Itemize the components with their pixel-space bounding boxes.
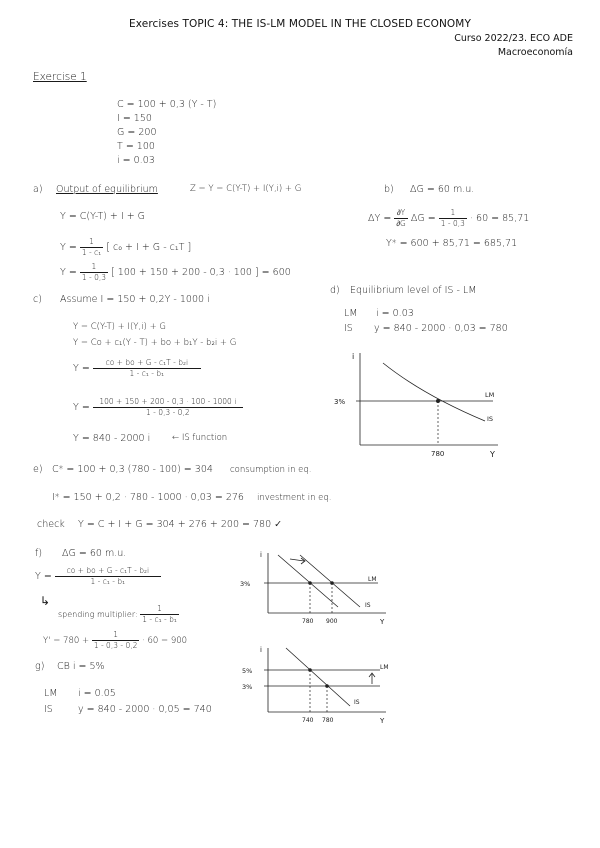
part-g-is-eq: y = 840 - 2000 · 0,05 = 740 bbox=[78, 704, 212, 715]
part-a-title: Output of equilibrium bbox=[56, 184, 158, 195]
f-x-axis-label: Y bbox=[380, 618, 385, 626]
part-d-label: d) bbox=[330, 285, 340, 296]
g-lm-label: LM bbox=[380, 664, 389, 671]
g-x-axis-label: Y bbox=[380, 717, 385, 725]
part-f-is-lm-graph bbox=[238, 547, 398, 629]
g-y-axis-label: i bbox=[260, 646, 262, 654]
given-consumption: C = 100 + 0,3 (Y - T) bbox=[117, 99, 217, 110]
part-e-note1: consumption in eq. bbox=[230, 465, 312, 475]
g-rate-tick-hi: 5% bbox=[242, 667, 253, 675]
part-c-eq5: Y = 840 - 2000 i bbox=[73, 433, 151, 444]
part-e-check-eq: Y = C + I + G = 304 + 276 + 200 = 780 ✓ bbox=[78, 519, 283, 530]
f-rate-tick: 3% bbox=[240, 580, 251, 588]
subject-label: Macroeconomía bbox=[497, 47, 573, 58]
arrow-icon: ↳ bbox=[40, 594, 51, 608]
g-tick-780: 780 bbox=[322, 717, 334, 724]
part-b-title: ΔG = 60 m.u. bbox=[410, 184, 475, 195]
f-tick-780: 780 bbox=[302, 618, 314, 625]
part-b-eq1: ΔY = $\frac{\partial Y}{\partial G}$ ΔG = $\frac{1}{1 - 0,3}$ · 60 = 85,71 bbox=[368, 208, 530, 228]
part-g-is-label: IS bbox=[44, 704, 53, 715]
part-g-title: CB i = 5% bbox=[57, 661, 105, 672]
part-d-lm-label: LM bbox=[344, 308, 358, 319]
part-f-eq2: Y' = 780 + $\frac{1}{1 - 0,3 - 0,2}$ · 60 = 900 bbox=[43, 630, 188, 650]
d-lm-label: LM bbox=[485, 391, 495, 399]
f-is-curve bbox=[278, 555, 338, 607]
part-e-check-label: check bbox=[37, 519, 65, 530]
part-b-eq2: Y* = 600 + 85,71 = 685,71 bbox=[386, 238, 518, 249]
given-interest: i = 0.03 bbox=[117, 155, 155, 166]
part-a-label: a) bbox=[33, 184, 43, 195]
f-lm-label: LM bbox=[368, 576, 377, 583]
g-is-curve bbox=[286, 648, 350, 706]
d-y-axis-label: i bbox=[352, 352, 355, 361]
part-d-is-eq: y = 840 - 2000 · 0,03 = 780 bbox=[374, 323, 508, 334]
part-b-label: b) bbox=[384, 184, 394, 195]
part-c-eq2: Y = Co + c₁(Y - T) + bo + b₁Y - b₂i + G bbox=[73, 338, 237, 348]
part-d-lm-eq: i = 0.03 bbox=[376, 308, 414, 319]
part-g-lm-eq: i = 0.05 bbox=[78, 688, 116, 699]
d-is-label: IS bbox=[487, 415, 494, 423]
document-title: Exercises TOPIC 4: THE IS-LM MODEL IN THE CLOSED ECONOMY bbox=[129, 18, 471, 30]
f-is-shifted-curve bbox=[300, 555, 360, 607]
d-is-curve bbox=[383, 363, 485, 421]
part-c-eq4: Y = $\frac{100 + 150 + 200 - 0,3 \cdot 100 - 1000 i}{1 - 0,3 - 0,2}$ bbox=[73, 397, 243, 418]
part-f-eq1: Y = $\frac{\text{co + bo + G - c₁T - b₂i}}{\text{1 - c₁ - b₁}}$ bbox=[35, 566, 161, 587]
part-c-eq1: Y = C(Y-T) + I(Y,i) + G bbox=[73, 322, 166, 332]
f-tick-900: 900 bbox=[326, 618, 338, 625]
part-g-is-lm-graph bbox=[238, 642, 398, 728]
part-c-is-note: ← IS function bbox=[172, 433, 228, 443]
part-f-multiplier: spending multiplier: $\frac{1}{\text{1 - c₁ - b₁}}$ bbox=[58, 604, 177, 624]
d-rate-tick: 3% bbox=[334, 398, 346, 406]
part-c-label: c) bbox=[33, 294, 42, 305]
part-d-is-label: IS bbox=[344, 323, 353, 334]
g-rate-tick-lo: 3% bbox=[242, 683, 253, 691]
part-d-title: Equilibrium level of IS - LM bbox=[350, 285, 477, 296]
f-is-label: IS bbox=[365, 602, 371, 609]
given-government: G = 200 bbox=[117, 127, 157, 138]
d-output-tick: 780 bbox=[431, 450, 445, 458]
f-y-axis-label: i bbox=[260, 551, 262, 559]
part-e-eq1: C* = 100 + 0,3 (780 - 100) = 304 bbox=[52, 464, 213, 475]
part-a-condition: Z = Y = C(Y-T) + I(Y,i) + G bbox=[190, 184, 302, 194]
g-tick-740: 740 bbox=[302, 717, 314, 724]
part-e-label: e) bbox=[33, 464, 43, 475]
d-x-axis-label: Y bbox=[490, 450, 495, 459]
exercise-heading: Exercise 1 bbox=[33, 71, 87, 83]
part-a-eq2: Y = $\frac{1}{\text{1 - c₁}}$ [ c₀ + I + G - c₁T ] bbox=[60, 237, 192, 257]
part-f-label: f) bbox=[35, 548, 43, 559]
f-shift-arrow-icon bbox=[290, 559, 304, 561]
part-e-eq2: I* = 150 + 0,2 · 780 - 1000 · 0,03 = 276 bbox=[52, 492, 244, 503]
part-f-title: ΔG = 60 m.u. bbox=[62, 548, 127, 559]
course-label: Curso 2022/23. ECO ADE bbox=[454, 33, 573, 44]
part-a-eq1: Y = C(Y-T) + I + G bbox=[60, 211, 146, 222]
given-taxes: T = 100 bbox=[117, 141, 155, 152]
part-g-label: g) bbox=[35, 661, 45, 672]
part-g-lm-label: LM bbox=[44, 688, 58, 699]
part-c-eq3: Y = $\frac{\text{co + bo + G - c₁T - b₂i}}{\text{1 - c₁ - b₁}}$ bbox=[73, 358, 201, 379]
part-d-is-lm-graph bbox=[328, 345, 508, 465]
given-investment: I = 150 bbox=[117, 113, 152, 124]
g-is-label: IS bbox=[354, 699, 360, 706]
part-e-note2: investment in eq. bbox=[257, 493, 332, 503]
part-c-title: Assume I = 150 + 0,2Y - 1000 i bbox=[60, 294, 210, 305]
part-a-eq3: Y = $\frac{1}{1 - 0,3}$ [ 100 + 150 + 200 - 0,3 · 100 ] = 600 bbox=[60, 262, 291, 282]
